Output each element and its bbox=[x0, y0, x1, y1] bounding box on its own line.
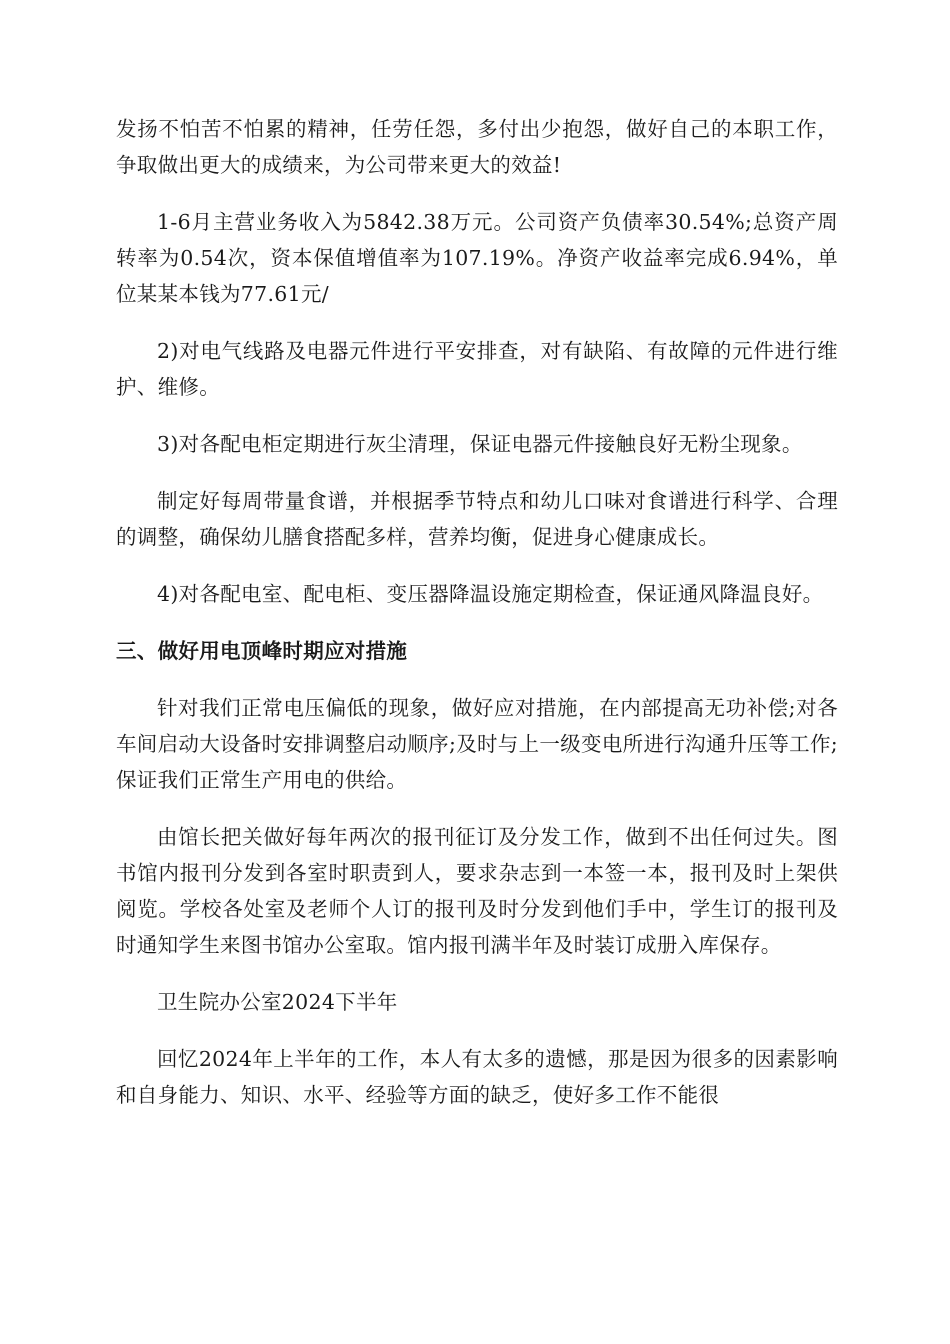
paragraph-voltage: 针对我们正常电压偏低的现象，做好应对措施，在内部提高无功补偿;对各车间启动大设备时安排调整启动顺序;及时与上一级变电所进行沟通升压等工作;保证我们正常生产用电的供给。 bbox=[116, 696, 838, 792]
paragraph-office-title: 卫生院办公室2024下半年 bbox=[157, 990, 398, 1014]
paragraph-financials: 1-6月主营业务收入为5842.38万元。公司资产负债率30.54%;总资产周转率为0.54次，资本保值增值率为107.19%。净资产收益率完成6.94%，单位某某本钱为77.61元/ bbox=[116, 210, 838, 306]
paragraph-continuation: 发扬不怕苦不怕累的精神，任劳任怨，多付出少抱怨，做好自己的本职工作，争取做出更大的成绩来，为公司带来更大的效益! bbox=[116, 117, 838, 177]
paragraph-review: 回忆2024年上半年的工作，本人有太多的遗憾，那是因为很多的因素影响和自身能力、知识、水平、经验等方面的缺乏，使好多工作不能很 bbox=[116, 1047, 838, 1107]
paragraph-item-4: 4)对各配电室、配电柜、变压器降温设施定期检查，保证通风降温良好。 bbox=[157, 582, 824, 606]
paragraph-item-2: 2)对电气线路及电器元件进行平安排查，对有缺陷、有故障的元件进行维护、维修。 bbox=[116, 339, 838, 399]
paragraph-menu: 制定好每周带量食谱，并根据季节特点和幼儿口味对食谱进行科学、合理的调整，确保幼儿膳食搭配多样，营养均衡，促进身心健康成长。 bbox=[116, 489, 838, 549]
document-body bbox=[116, 111, 838, 1134]
section-heading: 三、做好用电顶峰时期应对措施 bbox=[116, 639, 408, 663]
paragraph-item-3: 3)对各配电柜定期进行灰尘清理，保证电器元件接触良好无粉尘现象。 bbox=[157, 432, 803, 456]
paragraph-library: 由馆长把关做好每年两次的报刊征订及分发工作，做到不出任何过失。图书馆内报刊分发到各室时职责到人，要求杂志到一本签一本，报刊及时上架供阅览。学校各处室及老师个人订的报刊及时分发到他们手中，学生订的报刊及时通知学生来图书馆办公室取。馆内报刊满半年及时装订成册入库保存。 bbox=[116, 825, 838, 957]
